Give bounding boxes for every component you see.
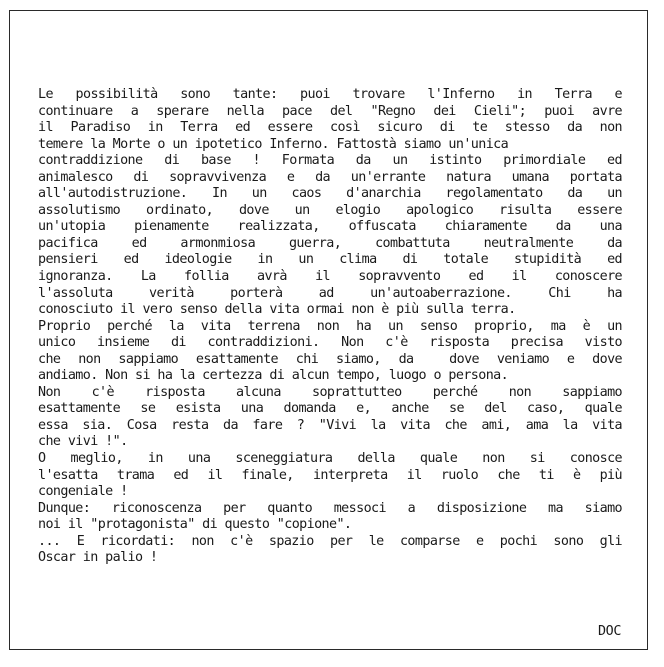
text-line: pacifica ed armonmiosa guerra, combattuta neutralmente da bbox=[38, 235, 622, 251]
text-line: noi il "protagonista" di questo "copione". bbox=[38, 517, 352, 533]
text-line: l'esatta trama ed il finale, interpreta il ruolo che ti è più bbox=[38, 467, 622, 483]
text-line: essa sia. Cosa resta da fare ? "Vivi la vita che ami, ama la vita bbox=[38, 417, 622, 433]
text-line: congeniale ! bbox=[38, 484, 128, 500]
text-line: assolutismo ordinato, dove un elogio apologico risulta essere bbox=[38, 202, 622, 218]
text-line: il Paradiso in Terra ed essere così sicuro di te stesso da non bbox=[38, 120, 622, 136]
text-line: che non sappiamo esattamente chi siamo, da dove veniamo e dove bbox=[38, 351, 622, 367]
signature: DOC bbox=[598, 624, 621, 639]
text-line: Proprio perché la vita terrena non ha un senso proprio, ma è un bbox=[38, 318, 622, 334]
text-line: temere la Morte o un ipotetico Inferno. Fattostà siamo un'unica bbox=[38, 136, 509, 152]
text-line: Dunque: riconoscenza per quanto messoci a disposizione ma siamo bbox=[38, 500, 622, 516]
text-line: andiamo. Non si ha la certezza di alcun tempo, luogo o persona. bbox=[38, 368, 509, 384]
text-line: continuare a sperare nella pace del "Regno dei Cieli"; puoi avre bbox=[38, 103, 622, 119]
text-line: conosciuto il vero senso della vita ormai non è più sulla terra. bbox=[38, 302, 516, 318]
text-line: pensieri ed ideologie in un clima di totale stupidità ed bbox=[38, 252, 622, 268]
text-line: Oscar in palio ! bbox=[38, 550, 158, 566]
text-line: che vivi !". bbox=[38, 434, 128, 450]
text-line: esattamente se esista una domanda e, anche se del caso, quale bbox=[38, 401, 622, 417]
text-line: O meglio, in una sceneggiatura della quale non si conosce bbox=[38, 451, 622, 467]
text-line: animalesco di sopravvivenza e da un'errante natura umana portata bbox=[38, 169, 622, 185]
text-line: Le possibilità sono tante: puoi trovare l'Inferno in Terra e bbox=[38, 87, 622, 102]
text-line: l'assoluta verità porterà ad un'autoaberrazione. Chi ha bbox=[38, 285, 622, 301]
text-line: contraddizione di base ! Formata da un istinto primordiale ed bbox=[38, 153, 622, 169]
text-line: Non c'è risposta alcuna soprattutteo perché non sappiamo bbox=[38, 384, 622, 400]
text-line: ... E ricordati: non c'è spazio per le comparse e pochi sono gli bbox=[38, 533, 622, 549]
text-line: ignoranza. La follia avrà il sopravvento ed il conoscere bbox=[38, 269, 622, 285]
document-page bbox=[9, 10, 648, 650]
text-line: un'utopia pienamente realizzata, offuscata chiaramente da una bbox=[38, 219, 622, 235]
document-body bbox=[38, 87, 622, 567]
text-line: unico insieme di contraddizioni. Non c'è risposta precisa visto bbox=[38, 335, 622, 351]
text-line: all'autodistruzione. In un caos d'anarchia regolamentato da un bbox=[38, 186, 622, 202]
